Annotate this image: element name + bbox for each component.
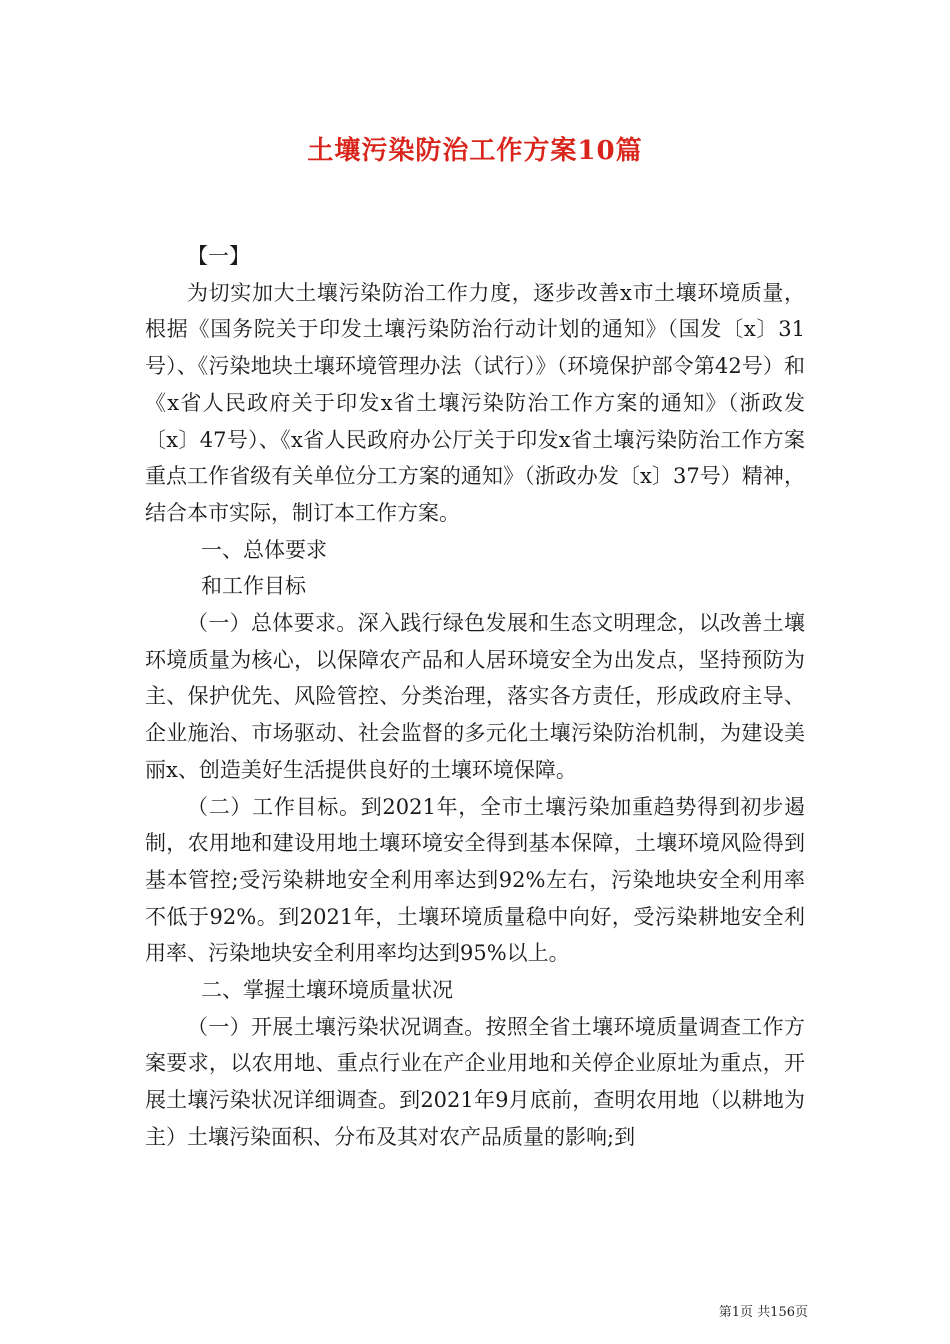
paragraph-soil-survey: （一）开展土壤污染状况调查。按照全省土壤环境质量调查工作方案要求，以农用地、重点行业在产企业用地和关停企业原址为重点，开展土壤污染状况详细调查。到2021年9月底前，查明农用地（以耕地为主）土壤污染面积、分布及其对农产品质量的影响;到 bbox=[145, 1014, 805, 1149]
document-body bbox=[145, 238, 805, 1156]
heading-work-targets: 和工作目标 bbox=[201, 574, 306, 599]
section-mark: 【一】 bbox=[187, 244, 250, 268]
paragraph-work-targets: （二）工作目标。到2021年，全市土壤污染加重趋势得到初步遏制，农用地和建设用地土壤环境安全得到基本保障，土壤环境风险得到基本管控;受污染耕地安全利用率达到92%左右，污染地块安全利用率不低于92%。到2021年，土壤环境质量稳中向好，受污染耕地安全利用率、污染地块安全利用率均达到95%以上。 bbox=[145, 794, 805, 966]
paragraph-general-requirements: （一）总体要求。深入践行绿色发展和生态文明理念，以改善土壤环境质量为核心，以保障农产品和人居环境安全为出发点，坚持预防为主、保护优先、风险管控、分类治理，落实各方责任，形成政府主导、企业施治、市场驱动、社会监督的多元化土壤污染防治机制，为建设美丽x、创造美好生活提供良好的土壤环境保障。 bbox=[145, 611, 805, 782]
heading-general-requirements: 一、总体要求 bbox=[201, 537, 327, 562]
intro-paragraph: 为切实加大土壤污染防治工作力度，逐步改善x市土壤环境质量，根据《国务院关于印发土壤污染防治行动计划的通知》（国发〔x〕31号）、《污染地块土壤环境管理办法（试行）》（环境保护部令第42号）和《x省人民政府关于印发x省土壤污染防治工作方案的通知》（浙政发〔x〕47号）、《x省人民政府办公厅关于印发x省土壤污染防治工作方案重点工作省级有关单位分工方案的通知》（浙政办发〔x〕37号）精神，结合本市实际，制订本工作方案。 bbox=[145, 280, 805, 525]
heading-soil-quality-status: 二、掌握土壤环境质量状况 bbox=[201, 978, 453, 1003]
page-number: 第1页 共156页 bbox=[718, 1305, 808, 1320]
document-title: 土壤污染防治工作方案10篇 bbox=[307, 136, 643, 166]
